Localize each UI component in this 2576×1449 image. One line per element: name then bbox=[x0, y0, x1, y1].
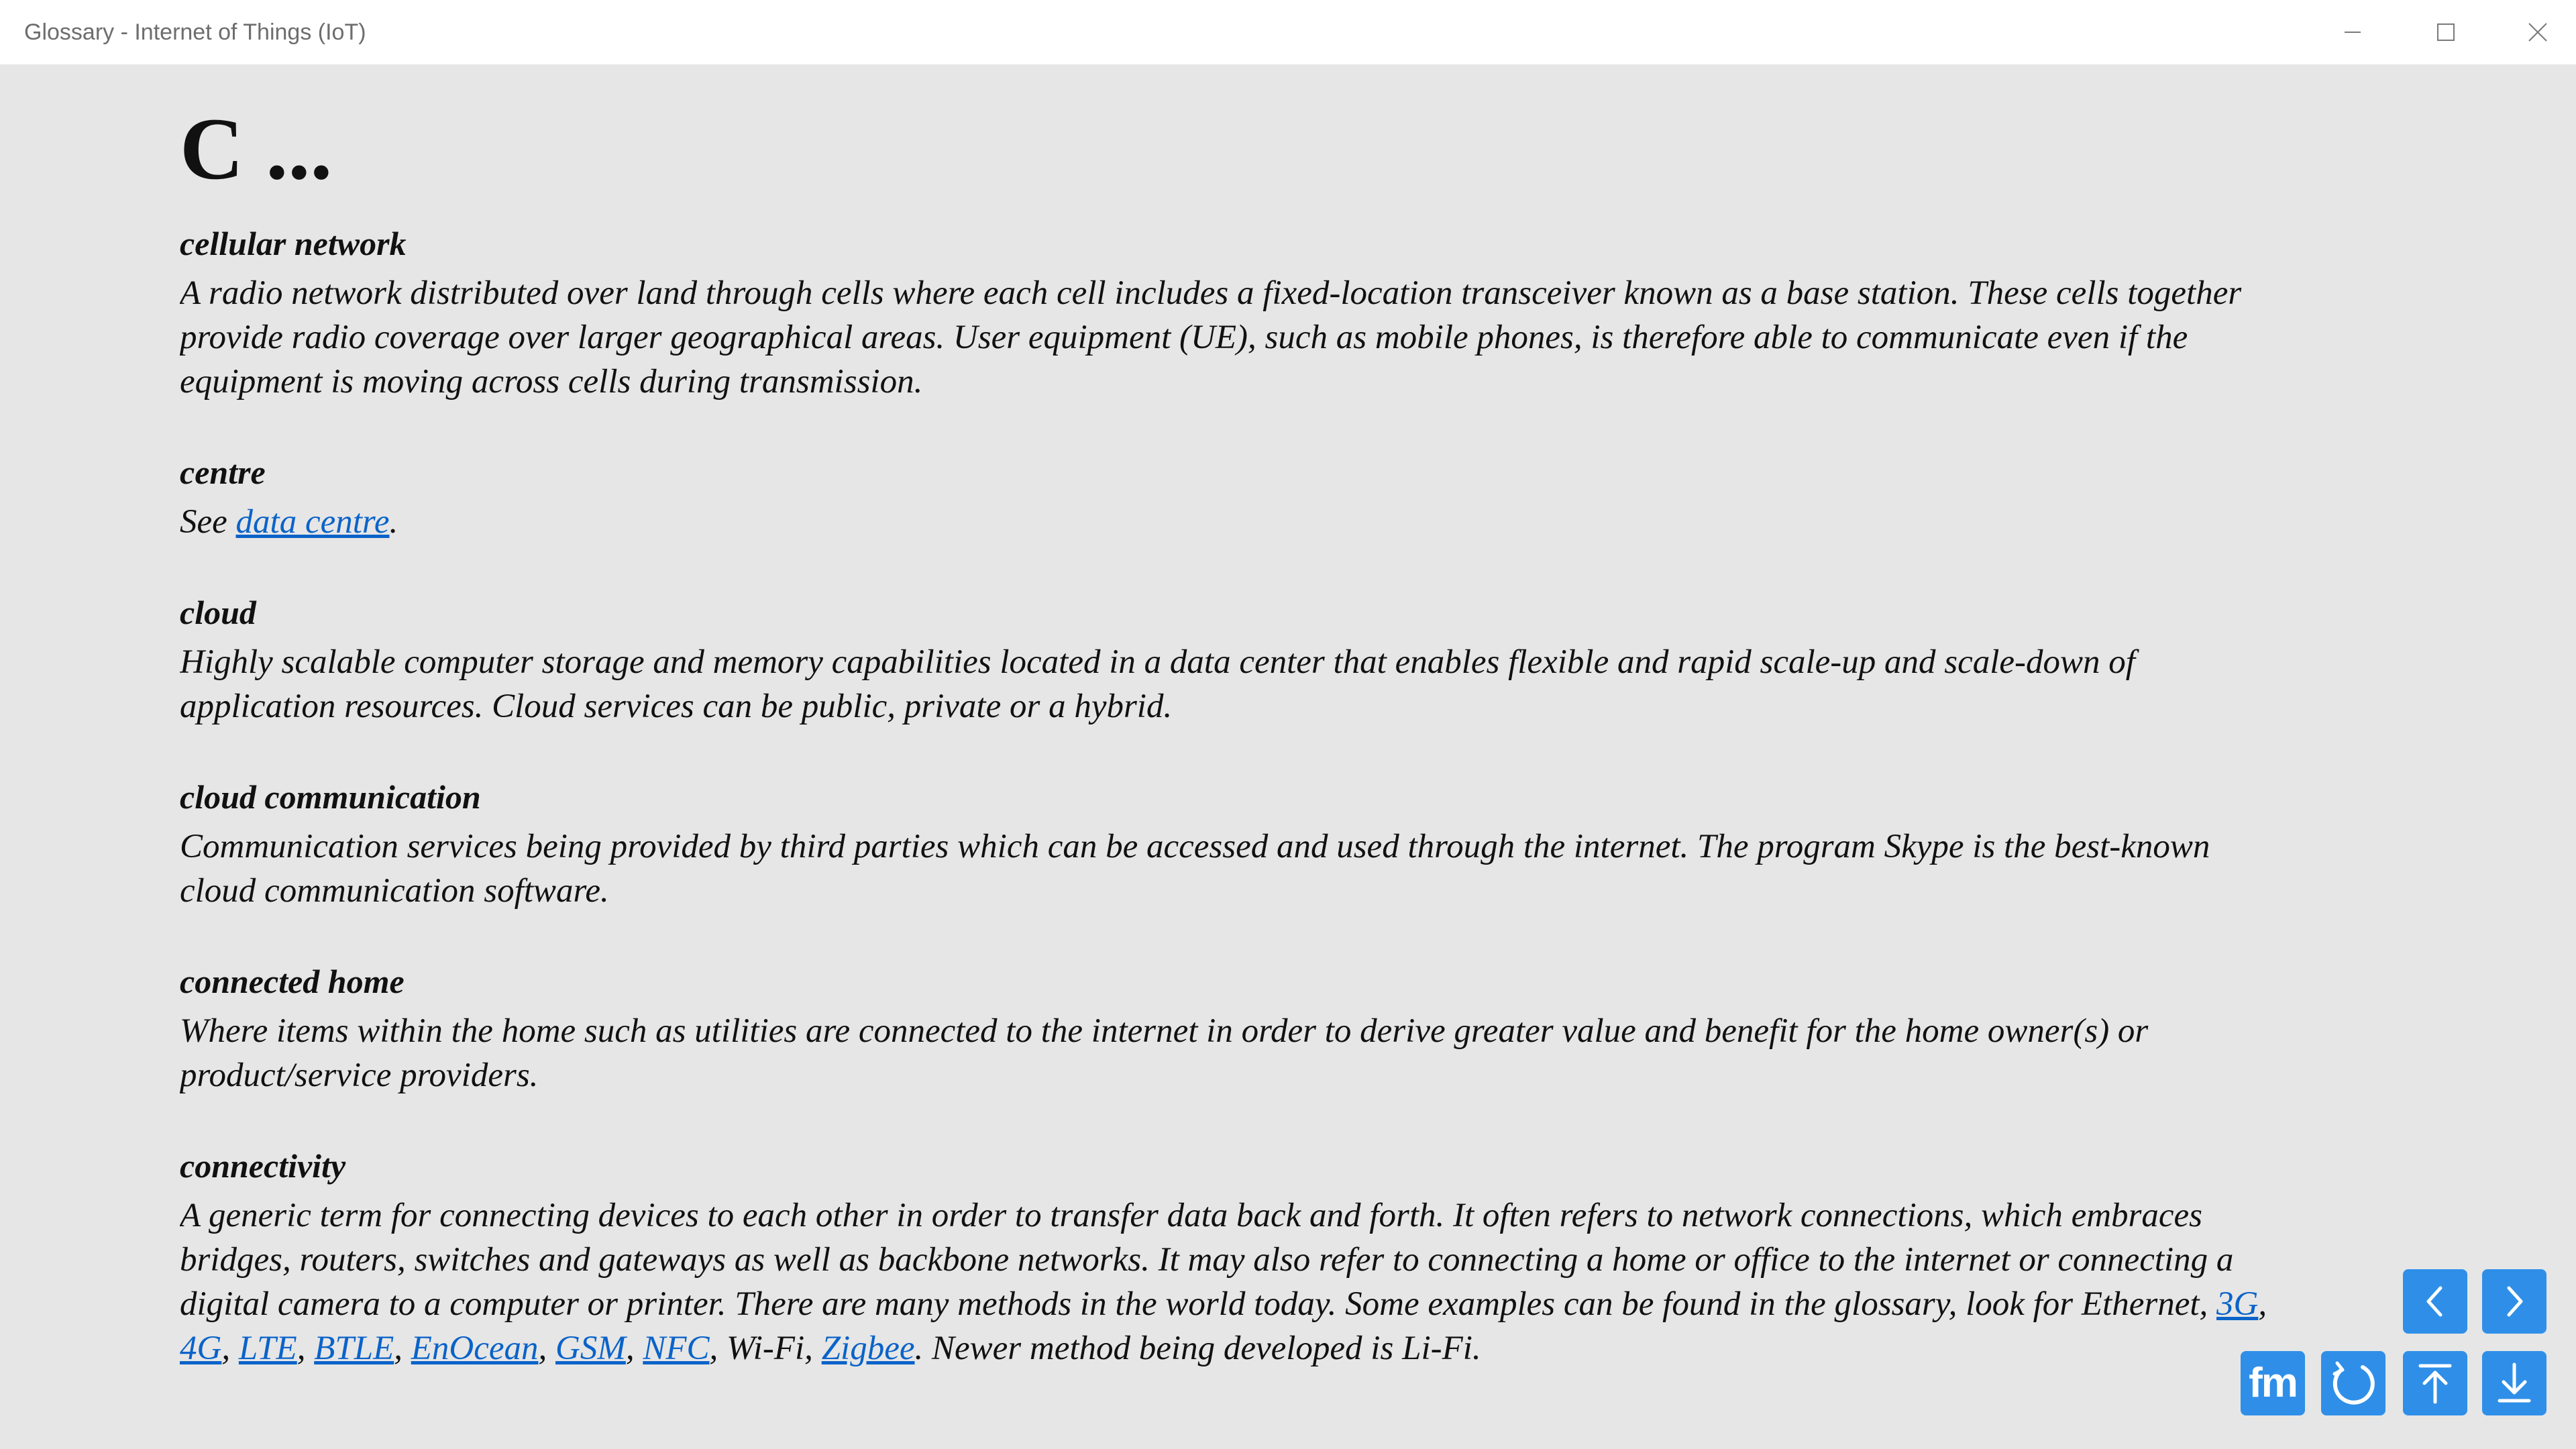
fm-label: fm bbox=[2249, 1360, 2297, 1406]
previous-button[interactable] bbox=[2403, 1269, 2467, 1334]
entry-definition bbox=[180, 271, 2387, 404]
link-nfc[interactable]: NFC bbox=[643, 1330, 710, 1367]
glossary-entry-centre bbox=[180, 450, 2387, 544]
refresh-icon bbox=[2321, 1351, 2385, 1415]
definition-line: provide radio coverage over larger geographical areas. User equipment (UE), such as mobile phones, is therefore able to communicate even if the bbox=[180, 319, 2188, 356]
fm-button[interactable] bbox=[2241, 1351, 2305, 1415]
link-zigbee[interactable]: Zigbee bbox=[821, 1330, 915, 1367]
entry-definition bbox=[180, 1009, 2387, 1097]
link-4g[interactable]: 4G bbox=[180, 1330, 222, 1367]
title-bar bbox=[0, 0, 2576, 64]
glossary-entry-cloud-communication bbox=[180, 775, 2387, 913]
minimize-button[interactable] bbox=[2306, 0, 2399, 64]
definition-line: product/service providers. bbox=[180, 1057, 539, 1094]
entry-definition bbox=[180, 500, 2387, 544]
entry-term: cloud communication bbox=[180, 778, 481, 816]
entry-term: cellular network bbox=[180, 225, 407, 262]
link-lte[interactable]: LTE bbox=[238, 1330, 297, 1367]
maximize-button[interactable] bbox=[2399, 0, 2491, 64]
next-button[interactable] bbox=[2482, 1269, 2546, 1334]
link-data-centre[interactable]: data centre bbox=[235, 503, 390, 541]
refresh-button[interactable] bbox=[2321, 1351, 2385, 1415]
definition-line: A radio network distributed over land through cells where each cell includes a fixed-location transceiver known as a base station. These cells together bbox=[180, 274, 2242, 312]
close-icon bbox=[2491, 0, 2576, 64]
definition-line: cloud communication software. bbox=[180, 872, 609, 910]
glossary-entry-cloud bbox=[180, 590, 2387, 729]
entry-term: connected home bbox=[180, 963, 405, 1000]
chevron-left-icon bbox=[2403, 1269, 2467, 1334]
definition-text: digital camera to a computer or printer. There are many methods in the world today. Some examples can be found in the glossary, look for Ethernet, bbox=[180, 1285, 2217, 1323]
definition-line: bridges, routers, switches and gateways as well as backbone networks. It may also refer to connecting a home or office to the internet or connecting a bbox=[180, 1241, 2234, 1279]
glossary-entry-connectivity bbox=[180, 1144, 2387, 1371]
definition-line bbox=[180, 500, 2387, 544]
link-3g[interactable]: 3G bbox=[2216, 1285, 2259, 1323]
scroll-top-icon bbox=[2403, 1351, 2467, 1415]
definition-line bbox=[180, 1326, 2387, 1371]
separator: , bbox=[297, 1330, 315, 1367]
separator: , bbox=[394, 1330, 411, 1367]
glossary-content[interactable] bbox=[180, 64, 2387, 1449]
definition-line: application resources. Cloud services can be public, private or a hybrid. bbox=[180, 688, 1173, 725]
link-btle[interactable]: BTLE bbox=[314, 1330, 394, 1367]
window-title: Glossary - Internet of Things (IoT) bbox=[24, 19, 366, 45]
separator: , bbox=[538, 1330, 556, 1367]
glossary-entry-cellular-network bbox=[180, 221, 2387, 404]
entry-definition bbox=[180, 824, 2387, 913]
definition-line: Where items within the home such as utilities are connected to the internet in order to derive greater value and benefit for the home owner(s) or bbox=[180, 1012, 2149, 1050]
definition-line: equipment is moving across cells during transmission. bbox=[180, 363, 923, 400]
separator: , bbox=[221, 1330, 239, 1367]
entry-term: cloud bbox=[180, 594, 256, 631]
link-enocean[interactable]: EnOcean bbox=[411, 1330, 539, 1367]
maximize-icon bbox=[2399, 0, 2491, 64]
entry-definition bbox=[180, 640, 2387, 729]
definition-line bbox=[180, 1282, 2387, 1326]
scroll-top-button[interactable] bbox=[2403, 1351, 2467, 1415]
entry-term: centre bbox=[180, 453, 266, 491]
entry-definition bbox=[180, 1193, 2387, 1371]
wifi-text: , Wi-Fi, bbox=[709, 1330, 822, 1367]
glossary-entry-connected-home bbox=[180, 959, 2387, 1097]
definition-line: A generic term for connecting devices to each other in order to transfer data back and forth. It often refers to network connections, which embraces bbox=[180, 1197, 2203, 1234]
minimize-icon bbox=[2306, 0, 2399, 64]
see-suffix: . bbox=[389, 503, 398, 541]
entry-term: connectivity bbox=[180, 1147, 346, 1185]
chevron-right-icon bbox=[2482, 1269, 2546, 1334]
close-button[interactable] bbox=[2491, 0, 2576, 64]
tail-text: . Newer method being developed is Li-Fi. bbox=[914, 1330, 1481, 1367]
definition-line: Communication services being provided by third parties which can be accessed and used through the internet. The program Skype is the best-known bbox=[180, 828, 2210, 865]
download-icon bbox=[2482, 1351, 2546, 1415]
glossary-entries bbox=[180, 221, 2387, 1371]
see-prefix: See bbox=[180, 503, 236, 541]
definition-line: Highly scalable computer storage and memory capabilities located in a data center that enables flexible and rapid scale-up and scale-down of bbox=[180, 643, 2135, 681]
download-button[interactable] bbox=[2482, 1351, 2546, 1415]
separator: , bbox=[625, 1330, 643, 1367]
link-gsm[interactable]: GSM bbox=[555, 1330, 626, 1367]
separator: , bbox=[2258, 1285, 2267, 1323]
letter-heading: C ... bbox=[180, 99, 333, 198]
